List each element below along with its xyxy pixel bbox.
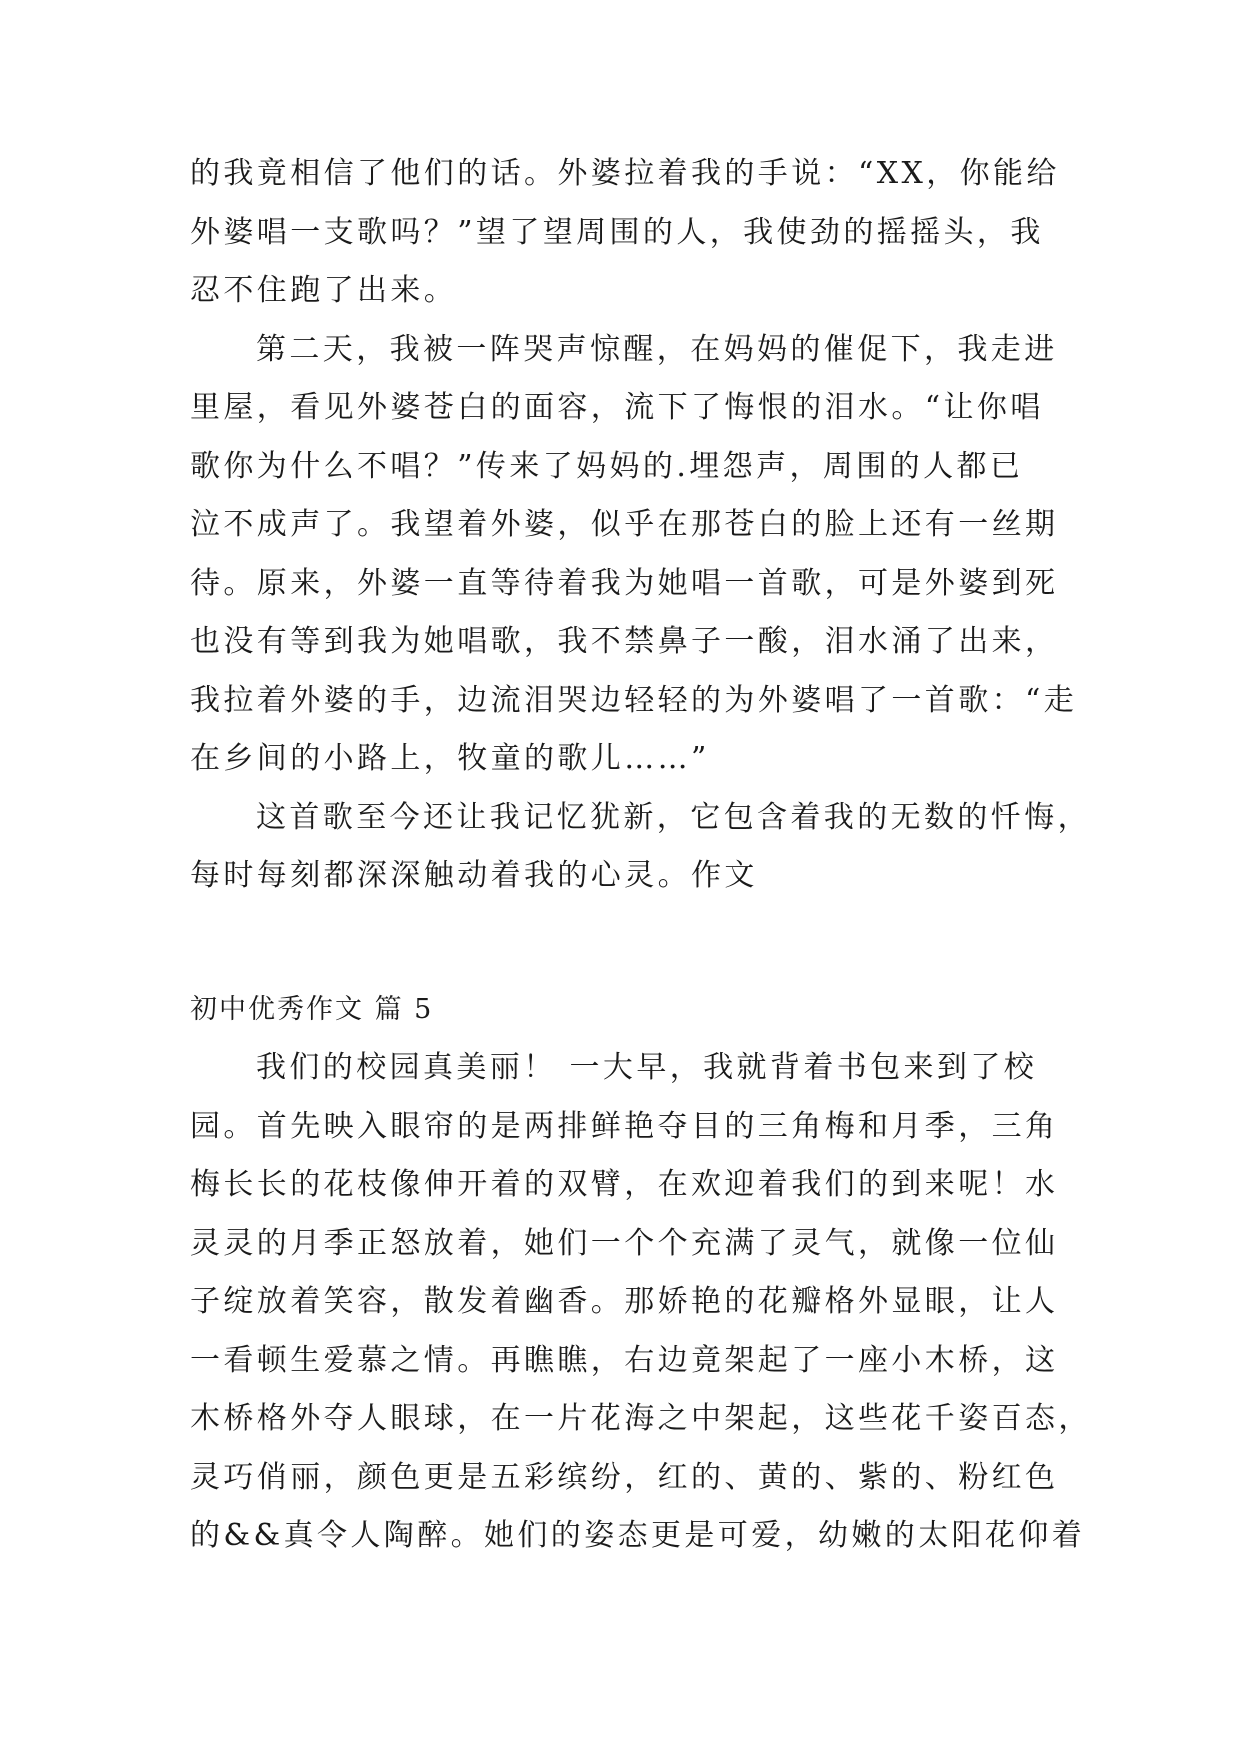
text-line: 木桥格外夺人眼球，在一片花海之中架起，这些花千姿百态， bbox=[190, 1401, 1092, 1436]
text-line: 灵巧俏丽，颜色更是五彩缤纷，红的、黄的、紫的、粉红色 bbox=[190, 1459, 1059, 1495]
text-line: 忍不住跑了出来。 bbox=[190, 273, 458, 308]
text-line: 我拉着外婆的手，边流泪哭边轻轻的为外婆唱了一首歌：“走 bbox=[190, 682, 1078, 718]
text-line: 梅长长的花枝像伸开着的双臂，在欢迎着我们的到来呢！水 bbox=[190, 1167, 1059, 1202]
text-line: 园。首先映入眼帘的是两排鲜艳夺目的三角梅和月季，三角 bbox=[190, 1108, 1059, 1144]
section-gap bbox=[190, 906, 1060, 981]
text-line: 歌你为什么不唱？”传来了妈妈的.埋怨声，周围的人都已 bbox=[190, 448, 1024, 484]
text-line: 的我竟相信了他们的话。外婆拉着我的手说：“XX，你能给 bbox=[190, 156, 1060, 191]
text-line: 的&&真令人陶醉。她们的姿态更是可爱，幼嫩的太阳花仰着 bbox=[190, 1518, 1086, 1553]
text-line: 里屋，看见外婆苍白的面容，流下了悔恨的泪水。“让你唱 bbox=[190, 390, 1044, 425]
text-line: 第二天，我被一阵哭声惊醒，在妈妈的催促下，我走进 bbox=[256, 331, 1058, 367]
section-heading: 初中优秀作文 篇 5 bbox=[190, 993, 434, 1025]
text-line: 这首歌至今还让我记忆犹新，它包含着我的无数的忏悔， bbox=[256, 799, 1091, 835]
paragraph-conclusion bbox=[190, 789, 1091, 906]
text-line: 在乡间的小路上，牧童的歌儿……” bbox=[190, 741, 710, 776]
text-line: 灵灵的月季正怒放着，她们一个个充满了灵气，就像一位仙 bbox=[190, 1225, 1059, 1261]
text-line: 外婆唱一支歌吗？”望了望周围的人，我使劲的摇摇头，我 bbox=[190, 214, 1044, 250]
text-line: 也没有等到我为她唱歌，我不禁鼻子一酸，泪水涌了出来， bbox=[190, 624, 1059, 659]
text-line: 我们的校园真美丽！ 一大早，我就背着书包来到了校 bbox=[256, 1050, 1038, 1085]
text-line: 每时每刻都深深触动着我的心灵。作文 bbox=[190, 858, 758, 893]
text-line: 待。原来，外婆一直等待着我为她唱一首歌，可是外婆到死 bbox=[190, 565, 1059, 601]
paragraph-campus bbox=[190, 1039, 1092, 1566]
text-line: 泣不成声了。我望着外婆，似乎在那苍白的脸上还有一丝期 bbox=[190, 507, 1059, 542]
paragraph-continuation bbox=[190, 145, 1060, 321]
text-line: 一看顿生爱慕之情。再瞧瞧，右边竟架起了一座小木桥，这 bbox=[190, 1342, 1059, 1378]
paragraph-next-day bbox=[190, 321, 1078, 789]
text-line: 子绽放着笑容，散发着幽香。那娇艳的花瓣格外显眼，让人 bbox=[190, 1284, 1059, 1319]
document-page bbox=[190, 145, 1092, 1566]
